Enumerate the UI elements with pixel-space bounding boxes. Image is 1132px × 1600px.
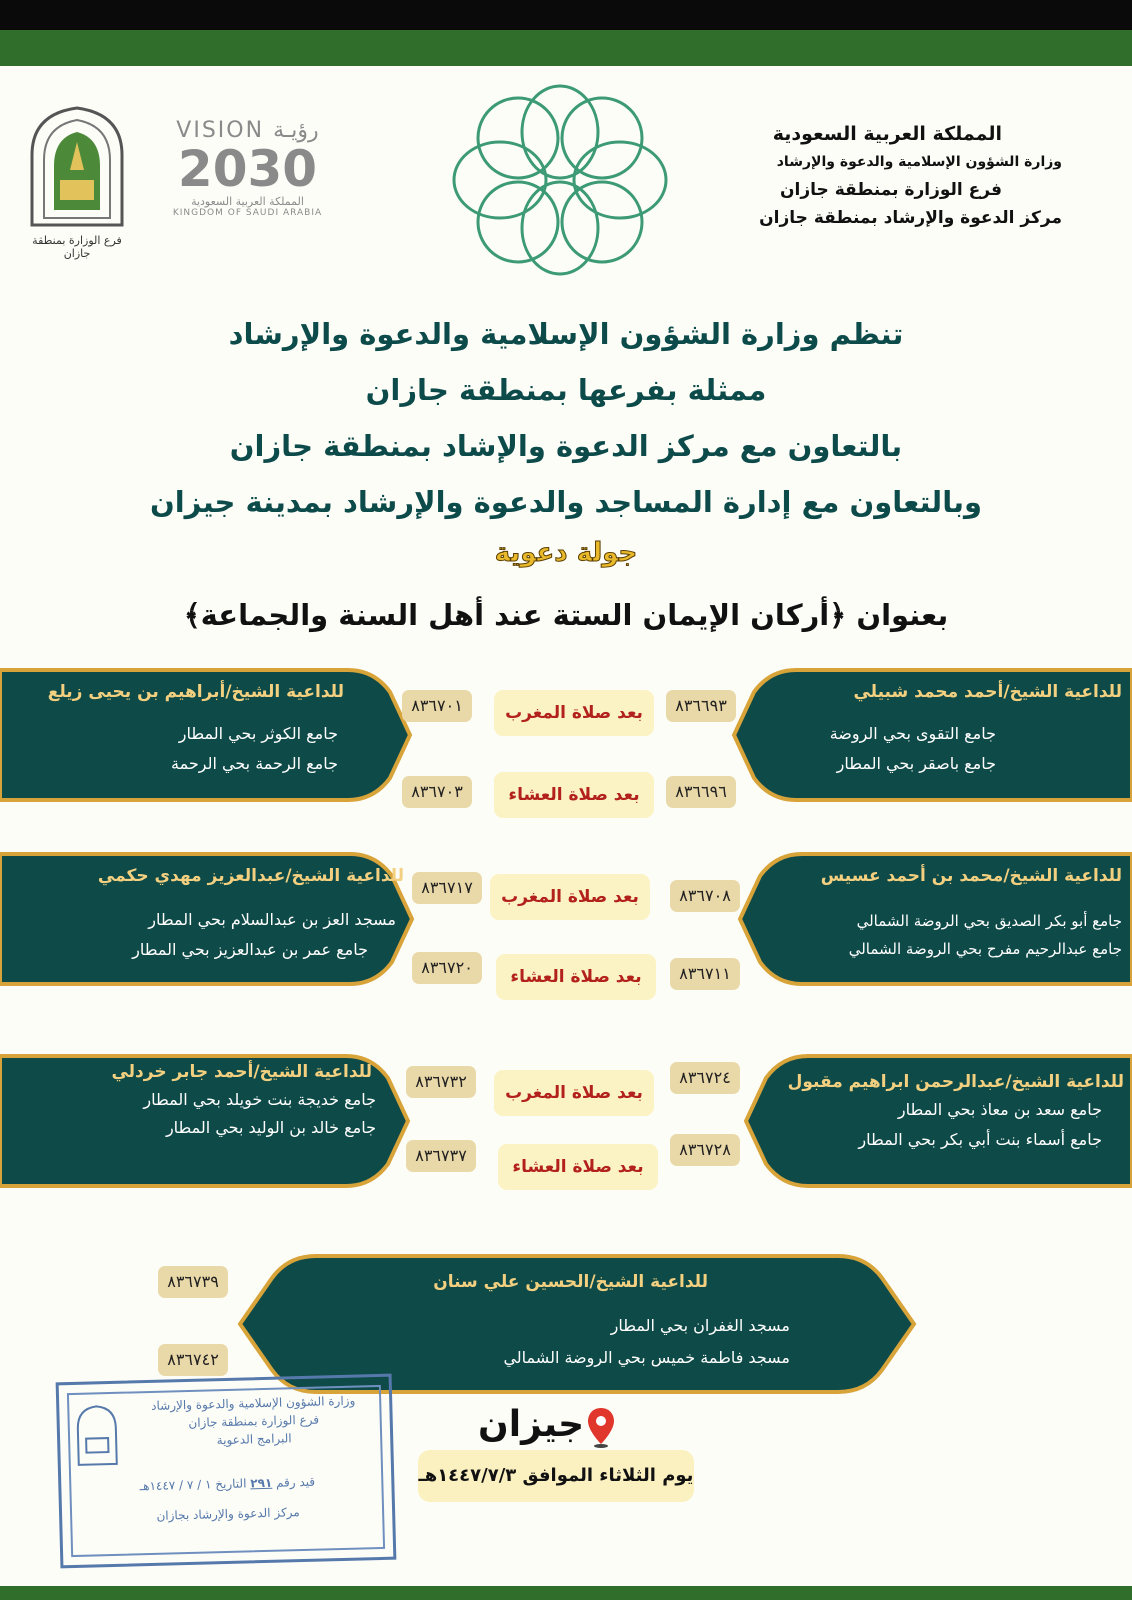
lecture-number: ٨٣٦٧٢٨ [670,1134,740,1166]
lecture-subject: بعنوان ﴿أركان الإيمان الستة عند أهل السنة والجماعة﴾ [183,598,949,632]
lecture-number: ٨٣٦٦٩٣ [666,690,736,722]
lecture-number: ٨٣٦٧٠١ [402,690,472,722]
preacher-card-right-1 [730,666,1132,804]
intro-text [60,306,1072,530]
stamp-emblem-icon [73,1404,121,1467]
lecture-number: ٨٣٦٧١١ [670,958,740,990]
mosque-1: جامع خديجة بنت خويلد بحي المطار [143,1090,376,1109]
emblem-caption: فرع الوزارة بمنطقة جازان [32,234,122,260]
stamp-line-3: البرامج الدعوية [216,1431,292,1448]
top-green-band [0,30,1132,66]
lecture-number: ٨٣٦٧٠٣ [402,776,472,808]
time-maghrib: بعد صلاة المغرب [490,874,650,920]
ministry-ornament-logo [440,70,680,290]
preacher-card-left-2 [0,850,416,988]
preacher-card-left-1 [0,666,414,804]
mosque-1: مسجد الغفران بحي المطار [610,1316,790,1335]
lecture-number: ٨٣٦٧٢٠ [412,952,482,984]
stamp-date-label: التاريخ [215,1476,247,1492]
time-maghrib: بعد صلاة المغرب [494,1070,654,1116]
ministry-header [622,120,1062,232]
preacher-card-right-2 [736,850,1132,988]
ministry-emblem [18,100,136,260]
vision-year: 2030 [177,140,318,198]
tour-title: جولة دعوية [494,538,638,568]
preacher-name: للداعية الشيخ/أحمد جابر خردلي [111,1062,372,1082]
header-kingdom: المملكة العربية السعودية [772,123,1002,145]
header-branch: فرع الوزارة بمنطقة جازان [780,180,1002,200]
lecture-number: ٨٣٦٧٣٢ [406,1066,476,1098]
preacher-card-right-3 [742,1052,1132,1190]
mosque-2: جامع عمر بن عبدالعزيز بحي المطار [132,940,368,959]
emblem-arch-icon [18,100,136,230]
mosque-1: جامع الكوثر بحي المطار [178,724,338,743]
official-stamp [56,1374,397,1569]
time-isha: بعد صلاة العشاء [496,954,656,1000]
preacher-name: للداعية الشيخ/عبدالرحمن ابراهيم مقبول [787,1072,1124,1092]
lecture-number: ٨٣٦٧٣٩ [158,1266,228,1298]
mosque-2: جامع الرحمة بحي الرحمة [171,754,338,773]
mosque-2: مسجد فاطمة خميس بحي الروضة الشمالي [503,1348,790,1367]
header-center: مركز الدعوة والإرشاد بمنطقة جازان [759,208,1062,228]
vision-label: VISION [176,118,265,143]
lecture-number: ٨٣٦٧٣٧ [406,1140,476,1172]
mosque-2: جامع باصقر بحي المطار [836,754,996,773]
preacher-name: للداعية الشيخ/الحسين علي سنان [433,1272,708,1292]
stamp-line-5: مركز الدعوة والإرشاد بجازان [156,1505,300,1523]
mosque-1: مسجد العز بن عبدالسلام بحي المطار [148,910,396,929]
lecture-number: ٨٣٦٧١٧ [412,872,482,904]
vision-kingdom-en: KINGDOM OF SAUDI ARABIA [172,208,323,218]
vision-label-ar: رؤيـة [273,118,319,143]
mosque-1: جامع أبو بكر الصديق بحي الروضة الشمالي [856,912,1122,930]
intro-line-1: تنظم وزارة الشؤون الإسلامية والدعوة والإرشاد [228,317,904,351]
mosque-2: جامع أسماء بنت أبي بكر بحي المطار [858,1130,1102,1149]
stamp-date-value: ١ / ٧ / ١٤٤٧هـ [139,1477,212,1494]
preacher-name: للداعية الشيخ/أحمد محمد شبيلي [853,682,1122,702]
top-black-band [0,0,1132,30]
time-maghrib: بعد صلاة المغرب [494,690,654,736]
intro-line-2: ممثلة بفرعها بمنطقة جازان [365,373,767,407]
time-isha: بعد صلاة العشاء [494,772,654,818]
time-isha: بعد صلاة العشاء [498,1144,658,1190]
mosque-2: جامع خالد بن الوليد بحي المطار [165,1118,376,1137]
city-location [478,1404,638,1454]
header-ministry: وزارة الشؤون الإسلامية والدعوة والإرشاد [776,154,1062,170]
mosque-1: جامع التقوى بحي الروضة [829,724,996,743]
intro-line-4: وبالتعاون مع إدارة المساجد والدعوة والإرشاد بمدينة جيزان [149,485,983,519]
bottom-green-band [0,1586,1132,1600]
preacher-name: للداعية الشيخ/محمد بن أحمد عسيس [820,866,1122,886]
stamp-ref-no: ٢٩١ [250,1475,273,1491]
preacher-name: للداعية الشيخ/أبراهيم بن يحيى زيلع [47,682,344,702]
preacher-card-left-3 [0,1052,412,1190]
lecture-number: ٨٣٦٧٢٤ [670,1062,740,1094]
location-pin-icon [586,1406,616,1448]
event-date: يوم الثلاثاء الموافق ١٤٤٧/٧/٣هـ [418,1450,694,1502]
lecture-number: ٨٣٦٦٩٦ [666,776,736,808]
city-name: جيزان [478,1404,585,1445]
preacher-name: للداعية الشيخ/عبدالعزيز مهدي حكمي [97,866,404,886]
stamp-line-1: وزارة الشؤون الإسلامية والدعوة والإرشاد [150,1393,356,1413]
intro-line-3: بالتعاون مع مركز الدعوة والإشاد بمنطقة جازان [229,429,903,463]
vision-2030-logo [160,118,335,238]
stamp-line-2: فرع الوزارة بمنطقة جازان [188,1412,320,1430]
mosque-2: جامع عبدالرحيم مفرح بحي الروضة الشمالي [848,940,1122,958]
vision-kingdom-ar: المملكة العربية السعودية [191,195,304,208]
lecture-number: ٨٣٦٧٠٨ [670,880,740,912]
stamp-ref-label: قيد رقم [275,1474,316,1490]
mosque-1: جامع سعد بن معاذ بحي المطار [897,1100,1102,1119]
lecture-number: ٨٣٦٧٤٢ [158,1344,228,1376]
